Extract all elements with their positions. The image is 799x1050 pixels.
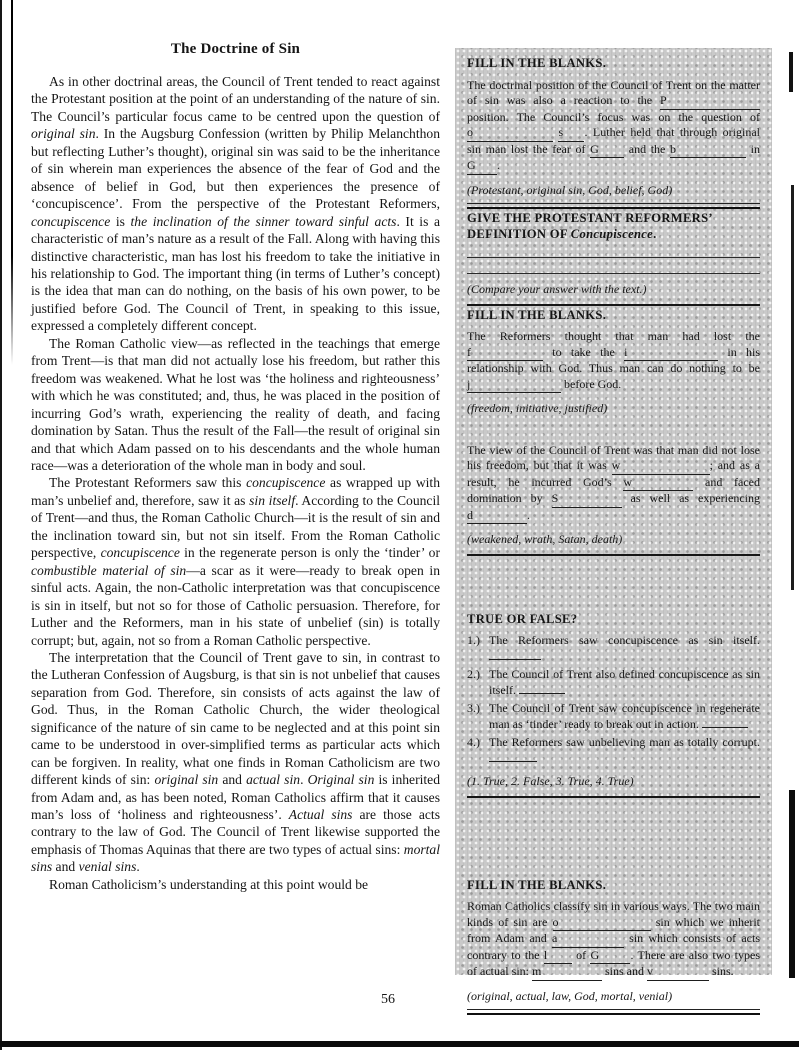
fill-blank: w: [612, 458, 710, 475]
page-number: 56: [381, 992, 395, 1007]
italic-text: concupiscence: [31, 213, 111, 229]
section-divider-rule: [467, 1009, 760, 1015]
section-body: The view of the Council of Trent was that man did not lose his freedom, but that it was w ; and as a result, he incurred God’s w and faced domination by S as well as experiencing d .: [467, 443, 760, 525]
section-divider-rule: [467, 796, 760, 798]
scan-edge-right-middle: [791, 185, 794, 590]
true-false-item: 2.) The Council of Trent also defined concupiscence as sin itself.: [467, 667, 760, 697]
article-paragraph: As in other doctrinal areas, the Council of Trent tended to react against the Protestant position at the point of an understanding of the nature of sin. The Council’s particular focus came to be centred upon the question of original sin. In the Augsburg Confession (written by Philip Melanchthon but reflecting Luther’s thought), original sin was said to be the inheritance of sin wherein man experiences the absence of the fear of God and the absence of belief in God, but then experiences the presence of ‘concupiscence’. From the perspective of the Protestant Reformers, concupiscence is the inclination of the sinner toward sinful acts. It is a characteristic of man’s nature as a result of the Fall. Along with having this distinctive characteristic, man has lost his freedom to take the initiative in his relationship to God. The important thing (in terms of Luther’s concept) is the idea that man can do nothing, on the basis of his own power, to be justified before God. The Council of Trent, in speaking to this issue, expressed a completely different concept.: [31, 74, 440, 334]
article-column: [31, 40, 440, 893]
true-false-item: 1.) The Reformers saw concupiscence as sin itself.: [467, 633, 760, 664]
fill-blank: o: [467, 125, 553, 142]
true-false-item: 4.) The Reformers saw unbelieving man as totally corrupt.: [467, 735, 760, 766]
italic-text: concupiscence: [246, 475, 326, 491]
item-number: 3.): [467, 701, 480, 715]
answer-write-line: [467, 273, 760, 274]
section-divider-rule: [467, 203, 760, 209]
italic-text: original sin: [154, 772, 219, 788]
worksheet-section: [467, 211, 760, 306]
fill-blank: o: [553, 915, 651, 932]
scan-edge-left: [0, 0, 2, 1050]
fill-blank: i: [624, 345, 718, 362]
section-heading: FILL IN THE BLANKS.: [467, 307, 607, 322]
item-number: 1.): [467, 633, 480, 647]
worksheet-section: [467, 612, 760, 798]
worksheet-section: [467, 56, 760, 209]
fill-blank: [489, 659, 541, 660]
item-number: 2.): [467, 667, 480, 681]
fill-blank: b: [670, 142, 746, 159]
answer-write-line: [467, 257, 760, 258]
scan-edge-right-top: [789, 52, 793, 92]
article-paragraph: Roman Catholicism’s understanding at this point would be: [49, 876, 369, 892]
scan-edge-right-bottom: [789, 790, 795, 978]
fill-blank: d: [467, 508, 527, 525]
article-title: The Doctrine of Sin: [170, 41, 301, 57]
answer-key: (Protestant, original sin, God, belief, God): [467, 182, 673, 197]
italic-text: the inclination of the sinner toward sinful acts: [130, 213, 397, 229]
fill-blank: [702, 727, 748, 728]
fill-blank: j: [467, 377, 561, 394]
italic-text: Original sin: [307, 772, 375, 788]
italic-text: mortal sins: [31, 841, 441, 875]
answer-key: (original, actual, law, God, mortal, venial): [467, 988, 673, 1003]
worksheet-section: [467, 878, 760, 1016]
answer-key: (weakened, wrath, Satan, death): [467, 532, 623, 546]
section-divider-rule: [467, 304, 760, 306]
fill-blank: G: [590, 948, 630, 965]
fill-blank: l: [544, 948, 572, 965]
worksheet-column: [455, 48, 772, 1003]
article-paragraph: The Roman Catholic view—as reflected in the teachings that emerge from Trent—is that man did not actually lose his freedom, but rather this freedom was weakened. What he lost was ‘the holiness and righteousness’ with which he was constituted; and, thus, he was placed in the position of incurring God’s wrath, experiencing the reality of death, and facing domination by Satan. Thus the result of the Fall—the result of original sin and that which Adam passed on to his descendants and the whole human race—was a deterioration of the whole man in body and soul.: [31, 335, 440, 473]
article-paragraph: The interpretation that the Council of Trent gave to sin, in contrast to the Lutheran Confession of Augsburg, is that sin is not unbelief that causes separation from God. Therefore, sin consists of acts against the law of God. Thus, in the Roman Catholic Church, the wider theological significance of the nature of sin came to be neglected and at this point sin came to be understood in over-simplified terms as particular acts which can be forgiven. In reality, what one finds in Roman Catholicism are two different kinds of sin: original sin and actual sin. Original sin is inherited from Adam and, as has been noted, Roman Catholics affirm that it causes man’s loss of ‘holiness and righteousness’. Actual sins are those acts contrary to the law of God. The Council of Trent likewise supported the emphasis of Thomas Aquinas that there are two types of actual sins: mortal sins and venial sins.: [31, 649, 441, 875]
true-false-item: 3.) The Council of Trent saw concupiscence in regenerate man as ‘tinder’ ready to break out in action.: [467, 701, 760, 731]
fill-blank: S: [552, 491, 622, 508]
fill-blank: G: [590, 142, 624, 159]
fill-blank: a: [552, 931, 624, 948]
article-body: [31, 73, 440, 893]
section-body: Roman Catholics classify sin in various ways. The two main kinds of sin are o sin which we inherit from Adam and a sin which consists of acts contrary to the l of G . There are also two types of actual sin: m sins and v sins.: [467, 899, 760, 981]
scan-edge-left-short: [11, 0, 13, 365]
fill-blank: w: [623, 475, 693, 492]
fill-blank: [519, 693, 565, 694]
section-divider-rule: [467, 554, 760, 556]
italic-text: sin itself: [249, 492, 296, 508]
italic-text: venial sins: [78, 859, 137, 875]
fill-blank: P: [660, 93, 760, 110]
article-paragraph: The Protestant Reformers saw this concupiscence as wrapped up with man’s unbelief and, therefore, saw it as sin itself. According to the Council of Trent—and thus, the Roman Catholic Church—it is the result of sin and the inclination toward sin, but not sin itself. From the Roman Catholic perspective, concupiscence in the regenerate person is only the ‘tinder’ or combustible material of sin—a scar as it were—ready to break open in sinful acts. Again, the non-Catholic interpretation was that concupiscence is sin in itself, but not so for those of Catholic persuasion. Therefore, for Luther and the Reformers, man in his state of unbelief (sin) is totally corrupt; but, again, not so from a Roman Catholic perspective.: [31, 475, 441, 648]
italic-text: Actual sins: [288, 807, 353, 823]
italic-text: Concupiscence: [570, 226, 654, 241]
fill-blank: [489, 761, 537, 762]
section-heading: FILL IN THE BLANKS.: [467, 877, 607, 892]
worksheet-section: [467, 443, 760, 556]
fill-blank: s: [558, 125, 584, 142]
section-body: The doctrinal position of the Council of Trent on the matter of sin was also a reaction to the P position. The Council’s focus was on the question of o s . Luther held that through original sin man lost the fear of G and the b in G .: [467, 78, 760, 175]
italic-text: actual sin: [246, 772, 301, 788]
fill-blank: f: [467, 345, 543, 362]
fill-blank: v: [647, 964, 709, 981]
worksheet-section: [467, 308, 760, 417]
answer-key: (1. True, 2. False, 3. True, 4. True): [467, 774, 634, 788]
section-heading: TRUE OR FALSE?: [467, 611, 578, 626]
scan-edge-bottom: [0, 1041, 799, 1047]
fill-blank: G: [467, 158, 497, 175]
answer-key: (freedom, initiative, justified): [467, 401, 608, 415]
fill-blank: m: [532, 964, 602, 981]
item-number: 4.): [467, 735, 480, 749]
answer-key: (Compare your answer with the text.): [467, 282, 647, 296]
italic-text: original sin: [31, 126, 96, 142]
section-heading: FILL IN THE BLANKS.: [467, 56, 607, 70]
section-heading: GIVE THE PROTESTANT REFORMERS’ DEFINITION OF Concupiscence.: [467, 211, 712, 241]
section-body: The Reformers thought that man had lost the f to take the i in his relationship with God. Thus man can do nothing to be j before God.: [467, 329, 760, 393]
italic-text: concupiscence: [100, 545, 180, 561]
italic-text: combustible material of sin: [31, 562, 187, 578]
